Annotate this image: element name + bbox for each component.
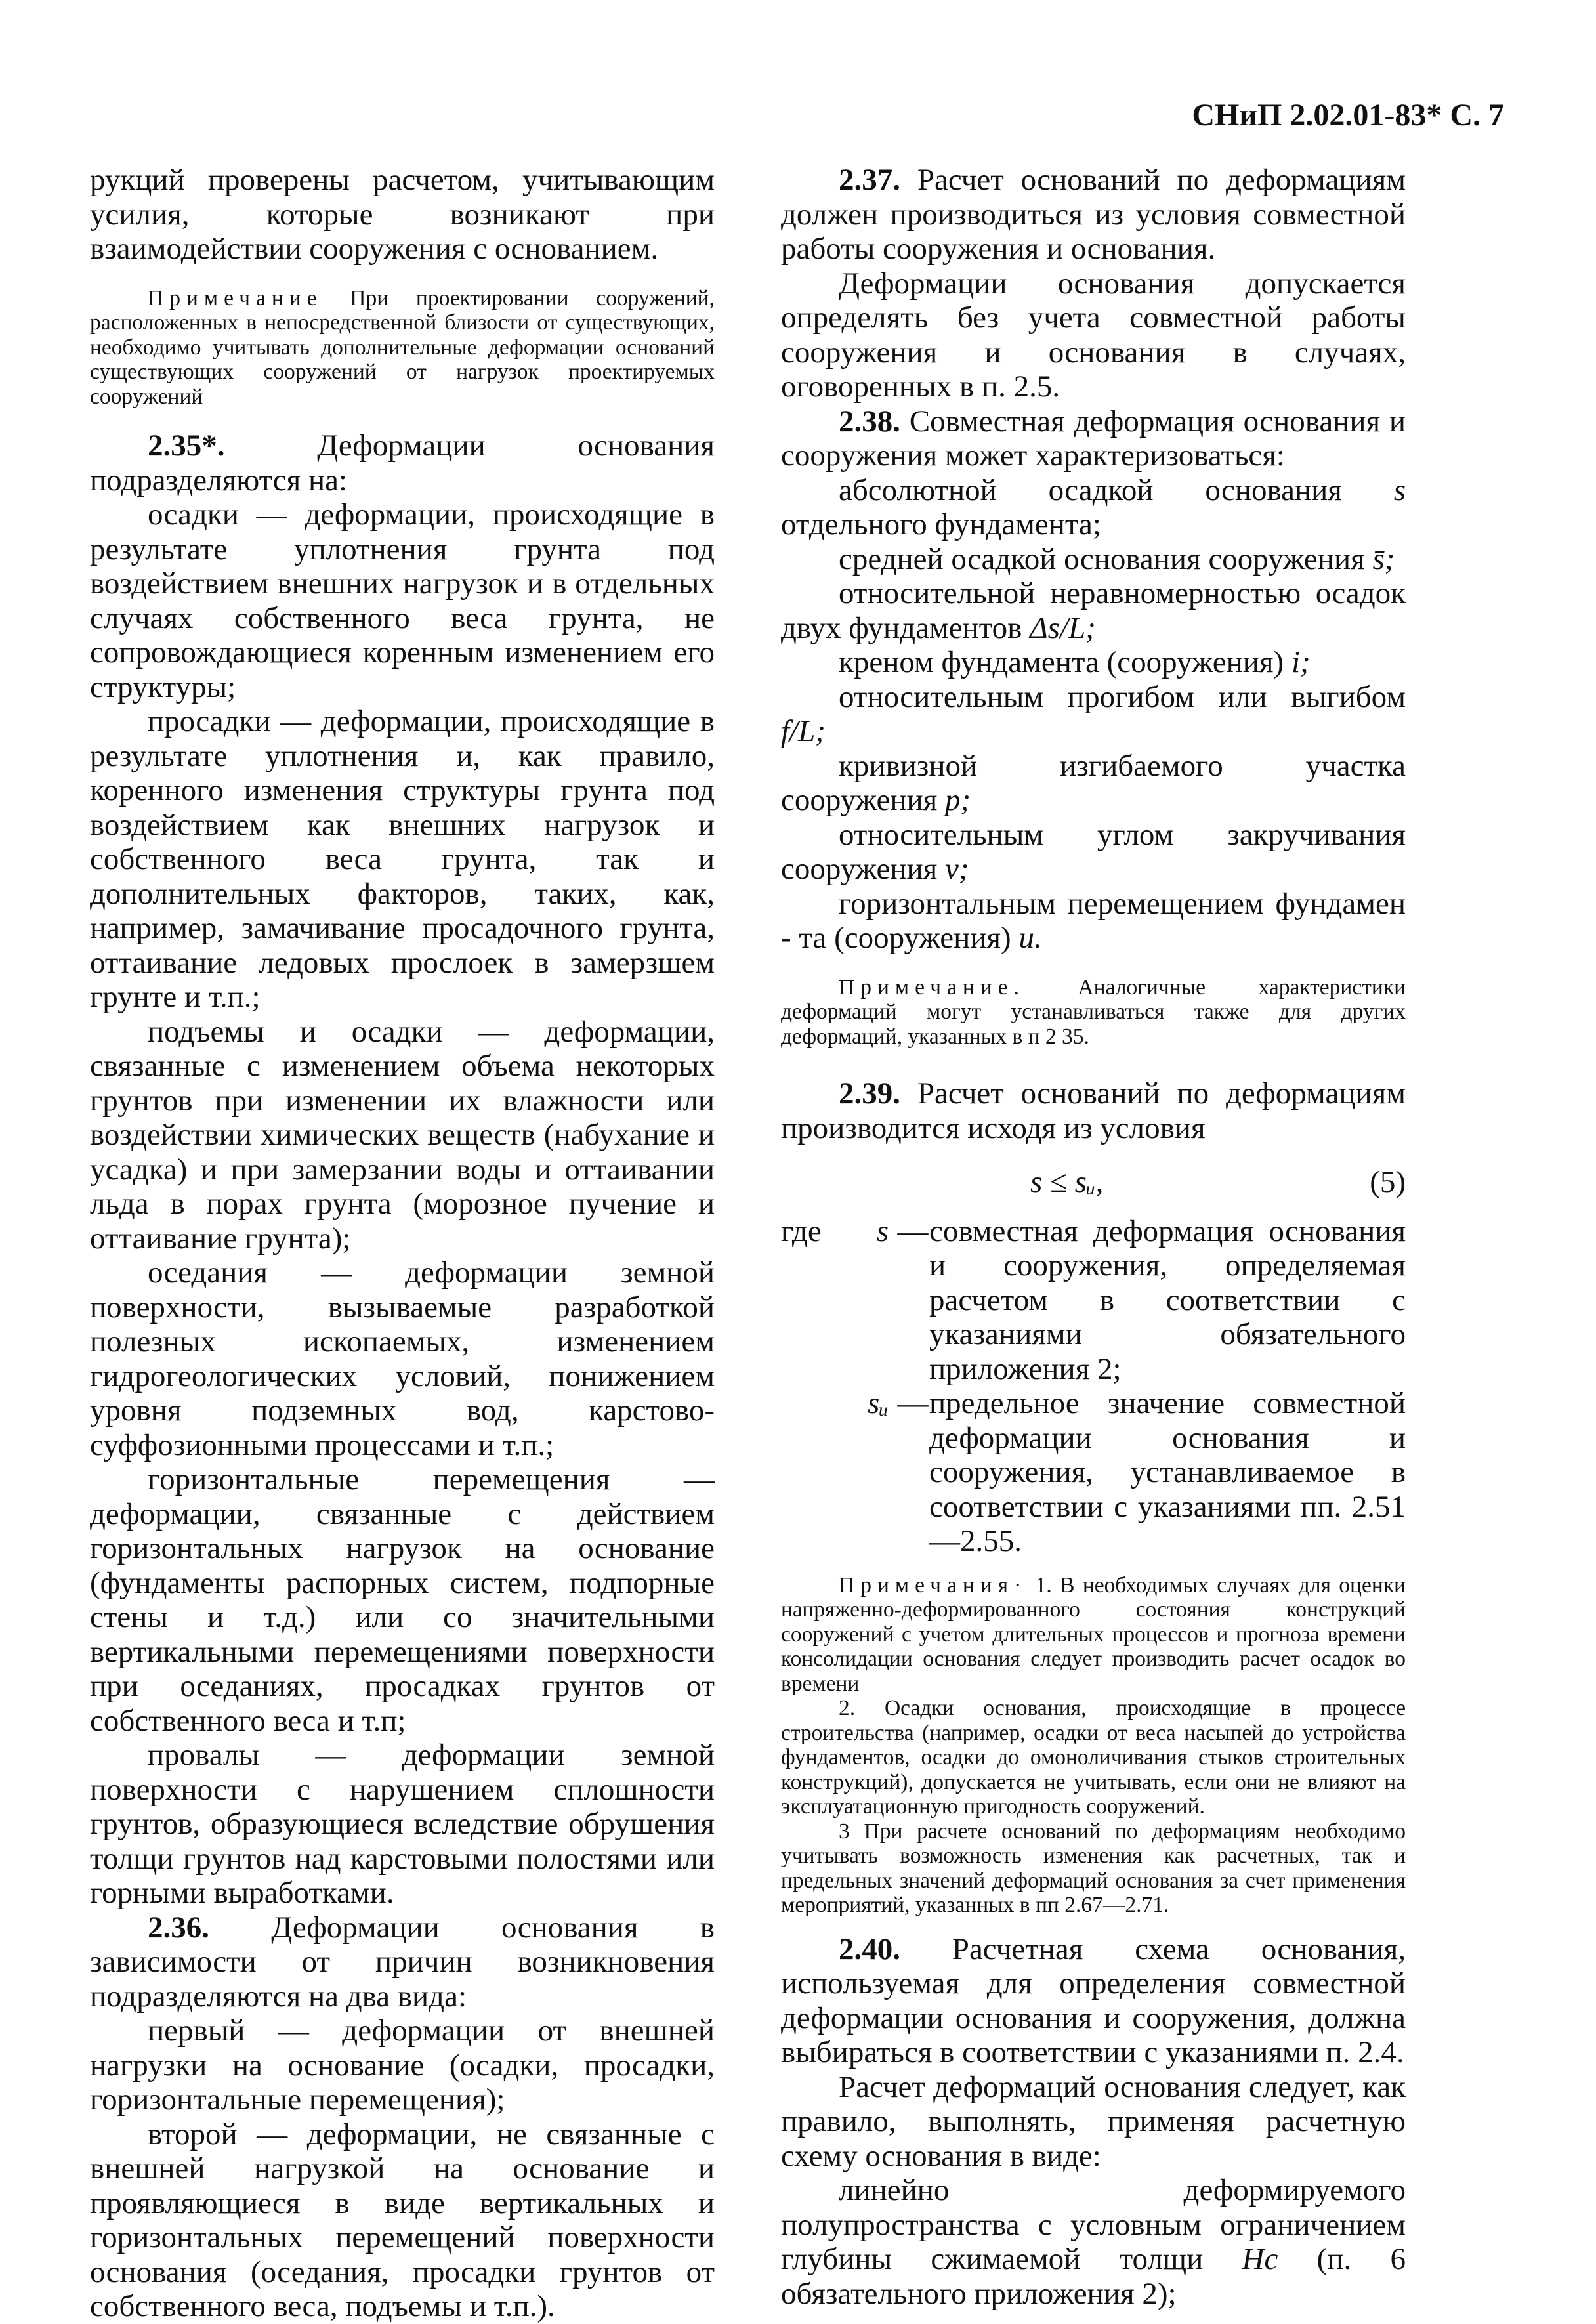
section-number: 2.37. <box>839 163 900 197</box>
definition-dash: — <box>897 1386 929 1420</box>
section-number: 2.40. <box>839 1932 900 1966</box>
section-2-36 <box>90 1911 715 2014</box>
note-label: Примечания· <box>839 1573 1028 1597</box>
section-number: 2.35*. <box>148 429 225 463</box>
note-label: Примечание. <box>839 975 1025 1000</box>
paragraph-provaly: провалы — деформации земной поверхности с нарушением сплошности грунтов, образующиеся вследствие обрушения толщи грунтов над карстовыми полостями или горными выработками. <box>90 1738 715 1910</box>
section-2-37 <box>781 163 1406 266</box>
note-label: Примечание <box>148 285 323 310</box>
notes-3-1 <box>781 1573 1406 1697</box>
symbol-su: sᵤ <box>867 1386 889 1420</box>
notes-3-3: 3 При расчете оснований по деформациям необходимо учитывать возможность изменения как расчетных, так и предельных значений деформаций основания за счет применения мероприятий, указанных в пп 2.67—2.71. <box>781 1819 1406 1917</box>
characteristic-5: относительным прогибом или выгибом f/L; <box>781 679 1406 748</box>
section-text: Деформации основания подразделяются на: <box>90 429 715 497</box>
right-column <box>781 163 1406 2311</box>
note-text: При проектировании сооружений, расположенных в непосредственной близости от существующих, необходимо учитывать дополнительные деформации оснований существующих сооружений от нагрузок проектируемых сооружений <box>90 285 715 409</box>
paragraph-vtoroi: второй — деформации, не связанные с внешней нагрузкой на основание и проявляющиеся в виде вертикальных и горизонтальных перемещений поверхности основания (оседания, просадки грунтов от собственного веса, подъемы и т.п.). <box>90 2117 715 2323</box>
paragraph-pervyi: первый — деформации от внешней нагрузки на основание (осадки, просадки, горизонтальные перемещения); <box>90 2014 715 2117</box>
section-2-35 <box>90 429 715 497</box>
left-column <box>90 163 715 2324</box>
note-text: Аналогичные характеристики деформаций могут устанавливаться также для других деформаций, указанных в п 2 35. <box>781 975 1406 1049</box>
paragraph-gorizont: горизонтальные перемещения — деформации, связанные с действием горизонтальных нагрузок на основание (фундаменты распорных систем, подпорные стены и т.д.) или со значительными вертикальными перемещениями поверхности при оседаниях, просадках грунтов от собственного веса и т.п; <box>90 1462 715 1738</box>
characteristic-8: горизонтальным перемещением фундамен - та (сооружения) u. <box>781 886 1406 955</box>
definition-dash: — <box>897 1214 929 1248</box>
characteristic-6: кривизной изгибаемого участка сооружения p; <box>781 748 1406 817</box>
section-text: Расчет оснований по деформациям производится исходя из условия <box>781 1076 1406 1145</box>
where-word: где s <box>781 1214 889 1248</box>
definition-su: предельное значение совместной деформации основания и сооружения, устанавливаемое в соответствии с указаниями пп. 2.51—2.55. <box>929 1386 1406 1558</box>
paragraph-240c: линейно деформируемого полупространства с условным ограничением глубины сжимаемой толщи Hc (п. 6 обязательного приложения 2); <box>781 2173 1406 2311</box>
section-number: 2.38. <box>839 404 900 438</box>
characteristic-2: средней осадкой основания сооружения s̄; <box>839 541 1395 576</box>
running-header: СНиП 2.02.01-83* С. 7 <box>1192 98 1504 133</box>
paragraph-240b: Расчет деформаций основания следует, как правило, выполнять, применяя расчетную схему основания в виде: <box>781 2069 1406 2173</box>
paragraph-osadki: осадки — деформации, происходящие в результате уплотнения грунта под воздействием внешних нагрузок и в отдельных случаях собственного веса грунта, не сопровождающиеся коренным изменением его структуры; <box>90 497 715 704</box>
section-2-39 <box>781 1076 1406 1145</box>
formula-5 <box>781 1165 1406 1200</box>
note-2 <box>781 975 1406 1049</box>
paragraph-osedaniya: оседания — деформации земной поверхности, вызываемые разработкой полезных ископаемых, изменением гидрогеологических условий, понижением уровня подземных вод, карстово-суффозионными процессами и т.п.; <box>90 1256 715 1462</box>
section-text: Расчетная схема основания, используемая для определения совместной деформации основания и сооружения, должна выбираться в соответствии с указаниями п. 2.4. <box>781 1932 1406 2069</box>
formula-number: (5) <box>1370 1165 1406 1199</box>
note-1 <box>90 286 715 410</box>
section-number: 2.36. <box>148 1910 209 1945</box>
characteristic-1: абсолютной осадкой основания s отдельного фундамента; <box>781 473 1406 541</box>
definition-s: совместная деформация основания и сооружения, определяемая расчетом в соответствии с указаниями обязательного приложения 2; <box>929 1214 1406 1386</box>
characteristic-4: креном фундамента (сооружения) i; <box>839 645 1311 679</box>
section-text: Совместная деформация основания и сооружения может характеризоваться: <box>781 404 1406 473</box>
notes-3-2: 2. Осадки основания, происходящие в процессе строительства (например, осадки от веса насыпей до устройства фундаментов, осадки до омоноличивания стыков строительных конструкций), допускается не учитывать, если они не влияют на эксплуатационную пригодность сооружений. <box>781 1696 1406 1819</box>
formula-expression: s ≤ sᵤ, <box>1030 1165 1104 1199</box>
section-text: Расчет оснований по деформациям должен производиться из условия совместной работы сооружения и основания. <box>781 163 1406 266</box>
note-text: 1. В необходимых случаях для оценки напряженно-деформированного состояния конструкций сооружений с учетом длительных процессов и прогноза времени консолидации основания следует производить расчет осадок во времени <box>781 1573 1406 1696</box>
paragraph-237b: Деформации основания допускается определять без учета совместной работы сооружения и основания в случаях, оговоренных в п. 2.5. <box>781 266 1406 404</box>
section-2-40 <box>781 1932 1406 2070</box>
paragraph-intro: рукций проверены расчетом, учитывающим усилия, которые возникают при взаимодействии сооружения с основанием. <box>90 163 715 266</box>
section-text: Деформации основания в зависимости от причин возникновения подразделяются на два вида: <box>90 1910 715 2014</box>
paragraph-prosadki: просадки — деформации, происходящие в результате уплотнения и, как правило, коренного изменения структуры грунта под воздействием как внешних нагрузок и собственного веса грунта, так и дополнительных факторов, таких, как, например, замачивание просадочного грунта, оттаивание ледовых прослоек в замерзшем грунте и т.п.; <box>90 704 715 1014</box>
section-number: 2.39. <box>839 1076 900 1110</box>
definitions <box>781 1214 1406 1559</box>
characteristic-7: относительным углом закручивания сооружения ν; <box>781 817 1406 886</box>
characteristic-3: относительной неравномерностью осадок двух фундаментов Δs/L; <box>781 576 1406 645</box>
paragraph-podemy: подъемы и осадки — деформации, связанные с изменением объема некоторых грунтов при изменении их влажности или воздействии химических веществ (набухание и усадка) и при замерзании воды и оттаивании льда в порах грунта (морозное пучение и оттаивание грунта); <box>90 1014 715 1256</box>
section-2-38 <box>781 404 1406 473</box>
